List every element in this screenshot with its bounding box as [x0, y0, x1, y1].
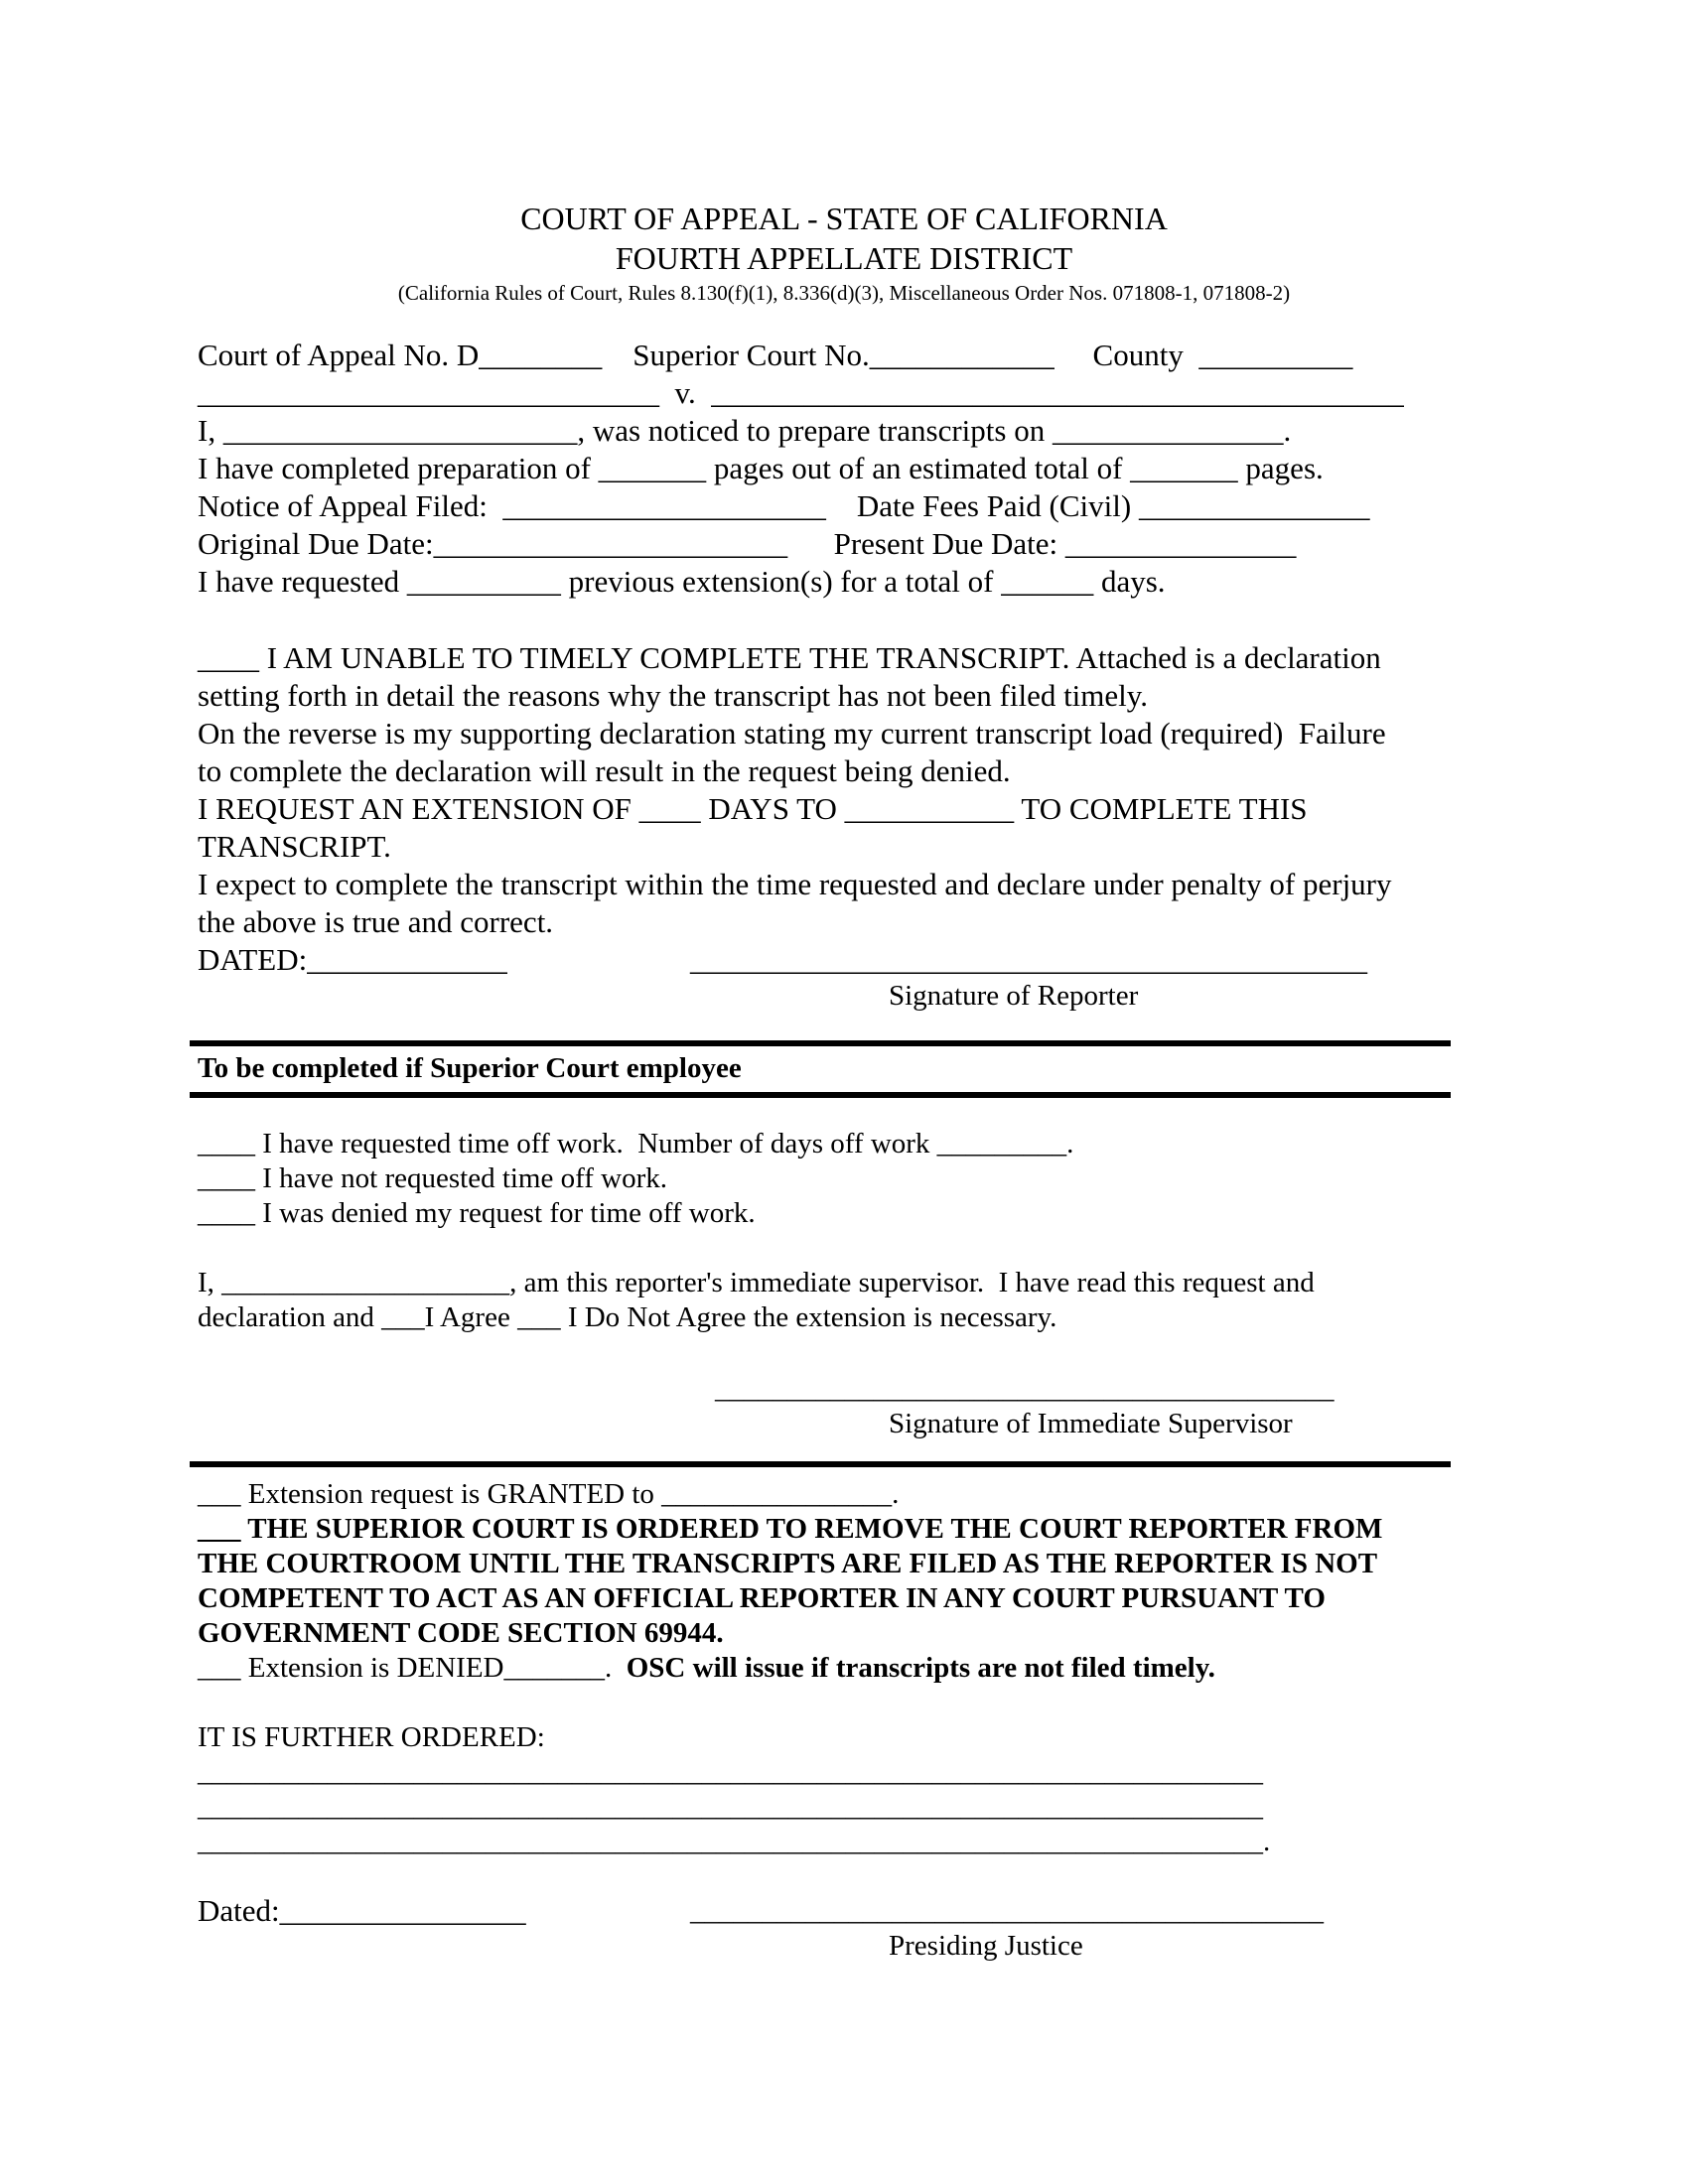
reporter-dated-field: DATED:_____________	[198, 942, 507, 977]
granted-option: ___ Extension request is GRANTED to ________________.	[198, 1478, 900, 1510]
district-title: FOURTH APPELLATE DISTRICT	[615, 240, 1073, 276]
reverse-declaration-text: On the reverse is my supporting declaration stating my current transcript load (required) Failure	[198, 716, 1386, 751]
extension-request-cont: TRANSCRIPT.	[198, 829, 391, 864]
section-divider-top	[190, 1040, 1451, 1046]
reverse-declaration-cont: to complete the declaration will result in the request being denied.	[198, 753, 1011, 788]
justice-signature-line: ____________________________________________	[690, 1895, 1324, 1927]
osc-warning: OSC will issue if transcripts are not filed timely.	[626, 1652, 1215, 1684]
perjury-declaration-cont: the above is true and correct.	[198, 904, 554, 939]
unable-statement-cont: setting forth in detail the reasons why the transcript has not been filed timely.	[198, 678, 1149, 713]
remove-reporter-order: ___ THE SUPERIOR COURT IS ORDERED TO REMOVE THE COURT REPORTER FROM	[198, 1513, 1383, 1545]
employee-section-heading: To be completed if Superior Court employee	[198, 1052, 742, 1084]
time-off-denied-option: ____ I was denied my request for time off work.	[198, 1197, 756, 1229]
notice-filed-line: Notice of Appeal Filed: _____________________ Date Fees Paid (Civil) _______________	[198, 488, 1370, 523]
section-divider-bottom	[190, 1092, 1451, 1098]
time-off-requested-option: ____ I have requested time off work. Number of days off work _________.	[198, 1128, 1074, 1160]
noticed-line: I, _______________________, was noticed to prepare transcripts on _______________.	[198, 413, 1292, 448]
supervisor-signature-label: Signature of Immediate Supervisor	[889, 1408, 1293, 1439]
parties-line: ______________________________ v. _____________________________________________	[198, 375, 1404, 410]
rules-citation: (California Rules of Court, Rules 8.130(f)(1), 8.336(d)(3), Miscellaneous Order Nos. 071808-1, 071808-2)	[397, 281, 1291, 305]
order-divider	[190, 1461, 1451, 1467]
due-dates-line: Original Due Date:_______________________ Present Due Date: _______________	[198, 526, 1297, 561]
reporter-signature-label: Signature of Reporter	[889, 980, 1139, 1012]
case-numbers-line: Court of Appeal No. D________ Superior Court No.____________ County __________	[198, 338, 1353, 372]
extension-request-line: I REQUEST AN EXTENSION OF ____ DAYS TO ___________ TO COMPLETE THIS	[198, 791, 1308, 826]
further-order-blank-3: __________________________________________________________________________.	[198, 1826, 1271, 1857]
supervisor-statement: I, ____________________, am this reporter's immediate supervisor. I have read this request and	[198, 1267, 1315, 1298]
unable-statement: ____ I AM UNABLE TO TIMELY COMPLETE THE TRANSCRIPT. Attached is a declaration	[198, 640, 1381, 675]
time-off-not-requested-option: ____ I have not requested time off work.	[198, 1162, 668, 1194]
further-order-blank-1: __________________________________________________________________________	[198, 1756, 1263, 1788]
pages-line: I have completed preparation of _______ pages out of an estimated total of _______ pages.	[198, 451, 1324, 485]
reporter-signature-line: ____________________________________________	[690, 942, 1367, 977]
remove-reporter-order-cont2: COMPETENT TO ACT AS AN OFFICIAL REPORTER IN ANY COURT PURSUANT TO	[198, 1582, 1326, 1614]
supervisor-agreement: declaration and ___I Agree ___ I Do Not Agree the extension is necessary.	[198, 1301, 1057, 1333]
denied-option-text: ___ Extension is DENIED_______.	[198, 1652, 627, 1684]
court-title: COURT OF APPEAL - STATE OF CALIFORNIA	[520, 201, 1168, 236]
further-ordered-label: IT IS FURTHER ORDERED:	[198, 1721, 545, 1753]
previous-extensions-line: I have requested __________ previous extension(s) for a total of ______ days.	[198, 564, 1166, 599]
remove-reporter-order-cont1: THE COURTROOM UNTIL THE TRANSCRIPTS ARE FILED AS THE REPORTER IS NOT	[198, 1548, 1378, 1579]
denied-option	[198, 1654, 1215, 1683]
perjury-declaration: I expect to complete the transcript within the time requested and declare under penalty of perjury	[198, 867, 1392, 901]
remove-reporter-order-cont3: GOVERNMENT CODE SECTION 69944.	[198, 1617, 724, 1649]
justice-signature-label: Presiding Justice	[889, 1930, 1083, 1962]
justice-dated-field: Dated:________________	[198, 1893, 526, 1928]
supervisor-signature-line: ___________________________________________	[715, 1373, 1335, 1405]
further-order-blank-2: __________________________________________________________________________	[198, 1791, 1263, 1823]
